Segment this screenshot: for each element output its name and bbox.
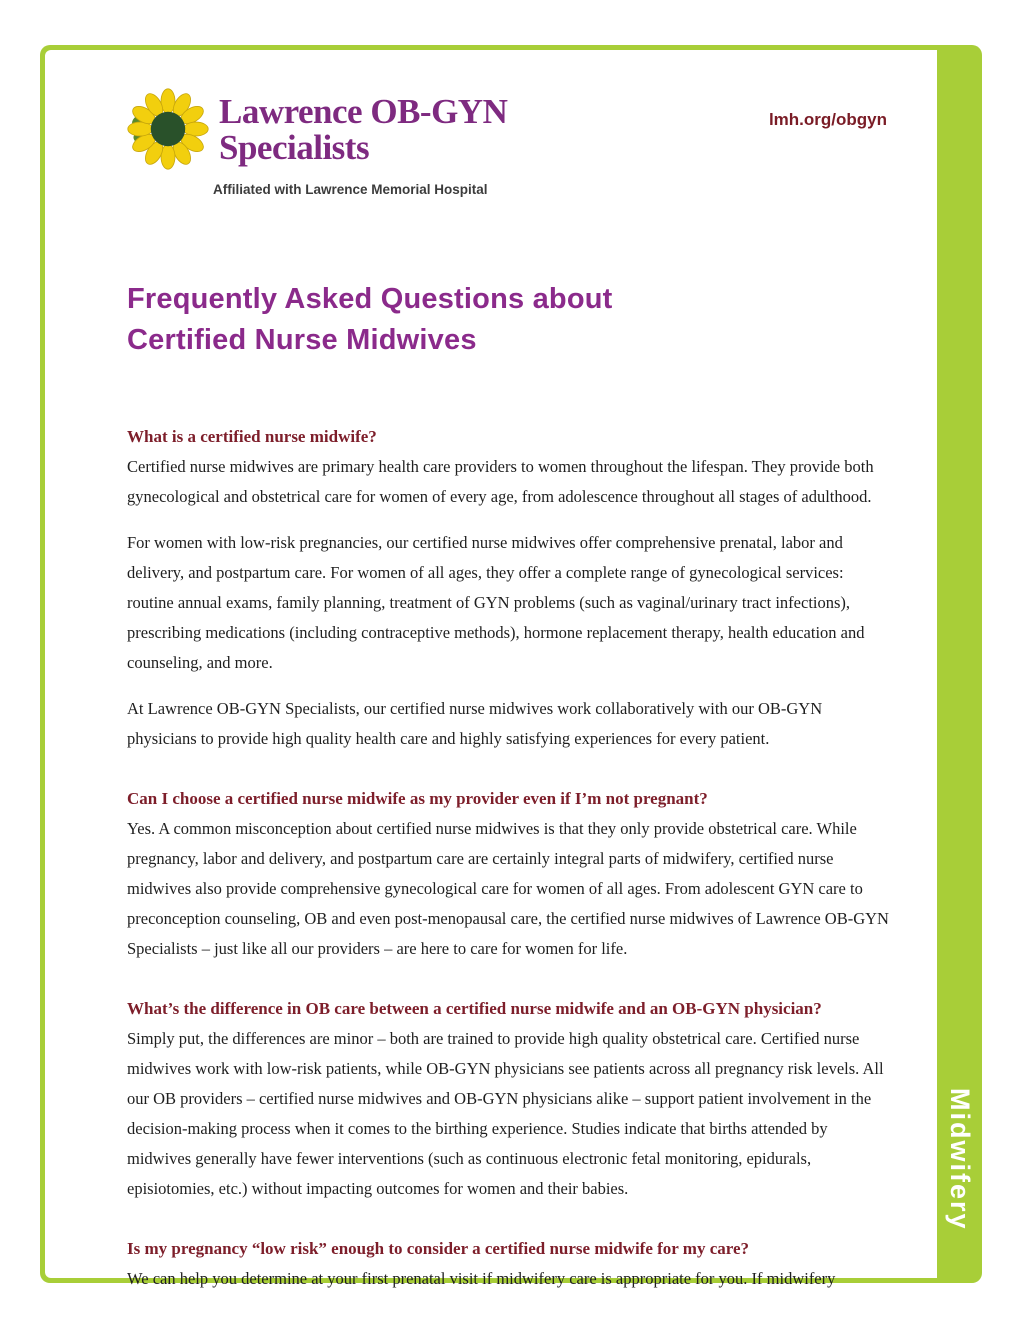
faq-answer [127, 814, 891, 964]
faq-question: Can I choose a certified nurse midwife as my provider even if I’m not pregnant? [127, 789, 708, 809]
page-content [45, 50, 937, 1289]
page-title [127, 279, 891, 360]
faq-paragraph: Certified nurse midwives are primary health care providers to women throughout the lifespan. They provide both gynecological and obstetrical care for women of every age, from adolescence throughout all stages of adulthood. [127, 457, 874, 507]
page-frame [40, 45, 982, 1289]
faq-paragraph: At Lawrence OB-GYN Specialists, our certified nurse midwives work collaboratively with our OB-GYN physicians to provide high quality health care and highly satisfying experiences for every patient. [127, 699, 823, 749]
faq-paragraph: Yes. A common misconception about certified nurse midwives is that they only provide obstetrical care. While pregnancy, labor and delivery, and postpartum care are certainly integral parts of midwifery, certified nurse midwives also provide comprehensive gynecological care for women of all ages. From adolescent GYN care to preconception counseling, OB and even post-menopausal care, the certified nurse midwives of Lawrence OB-GYN Specialists – just like all our providers – are here to care for women for life. [127, 819, 889, 959]
faq-section [127, 784, 891, 964]
faq-paragraph: For women with low-risk pregnancies, our certified nurse midwives offer comprehensive prenatal, labor and delivery, and postpartum care. For women of all ages, they offer a complete range of gynecological services: routine annual exams, family planning, treatment of GYN problems (such as vaginal/urinary tract infections), prescribing medications (including contraceptive methods), hormone replacement therapy, health education and counseling, and more. [127, 533, 865, 673]
faq-answer [127, 1264, 891, 1294]
logo-line-2: Specialists [219, 127, 370, 167]
website-url[interactable]: lmh.org/obgyn [768, 110, 887, 129]
faq-answer [127, 1024, 891, 1204]
right-accent-bar [937, 45, 982, 1283]
logo [127, 88, 507, 197]
faq-answer [127, 452, 891, 754]
faq-section [127, 994, 891, 1204]
document-header [127, 88, 891, 197]
page-title-line-1: Frequently Asked Questions about [127, 283, 613, 315]
faq-section [127, 422, 891, 754]
faq-paragraph: Simply put, the differences are minor – both are trained to provide high quality obstetrical care. Certified nurse midwives work with low-risk patients, while OB-GYN physicians see patients across all pregnancy risk levels. All our OB providers – certified nurse midwives and OB-GYN physicians alike – support patient involvement in the decision-making process when it comes to the birthing experience. Studies indicate that births attended by midwives generally have fewer interventions (such as continuous electronic fetal monitoring, epidurals, episiotomies, etc.) without impacting outcomes for women and their babies. [127, 1029, 884, 1199]
sunflower-icon [127, 88, 209, 170]
faq-section [127, 1234, 891, 1294]
logo-wordmark [219, 88, 507, 165]
faq-question: Is my pregnancy “low risk” enough to consider a certified nurse midwife for my care? [127, 1239, 750, 1259]
logo-line-1: Lawrence OB-GYN [219, 92, 508, 131]
page-title-line-2: Certified Nurse Midwives [127, 323, 477, 356]
faq-paragraph: We can help you determine at your first prenatal visit if midwifery care is appropriate for you. If midwifery [127, 1269, 836, 1289]
logo-tagline: Affiliated with Lawrence Memorial Hospital [213, 182, 488, 197]
faq-question: What is a certified nurse midwife? [127, 427, 377, 447]
faq-question: What’s the difference in OB care between a certified nurse midwife and an OB-GYN physician? [127, 999, 822, 1019]
sidebar-vertical-label: Midwifery [945, 1088, 975, 1231]
faq-list [127, 422, 891, 1294]
